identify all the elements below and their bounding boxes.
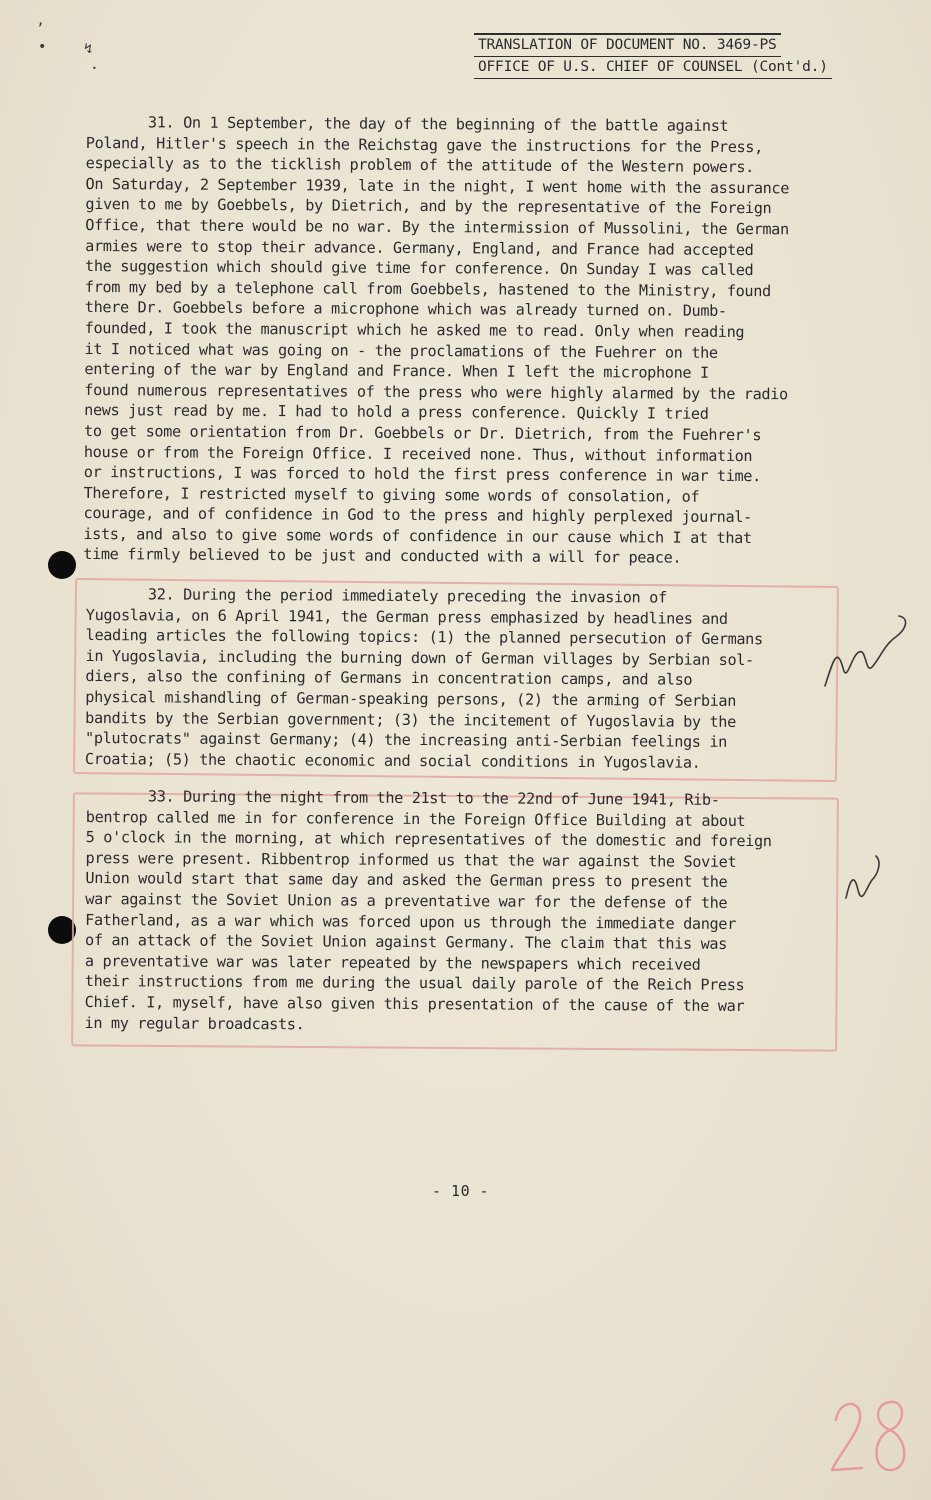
paragraph-33 (84, 786, 869, 1038)
paragraph-text: During the night from the 21st to the 22nd of June 1941, Rib- bentrop called me in for conference in the Foreign Office Building at about 5 o'clock in the morning, at which representatives of the domestic and foreign press were present. Ribbentrop informed us that the war against the Soviet Union would start that same day and asked the German press to present the war against the Soviet Union as a preventative war for the defense of the Fatherland, as a war which was forced upon us through the immediate danger of an attack of the Soviet Union against Germany. The claim that this was a preventative war was later repeated by the newspapers which received their instructions from me during the usual daily parole of the Reich Press Chief. I, myself, have also given this presentation of the cause of the war in my regular broadcasts. (84, 787, 772, 1033)
pencil-tick-mark-33 (840, 850, 900, 920)
paragraph-text: On 1 September, the day of the beginning of the battle against Poland, Hitler's speech in the Reichstag gave the instructions for the Press, especially as to the ticklish problem of the attitude of the Western powers. On Saturday, 2 September 1939, late in the night, I went home with the assurance given to me by Goebbels, by Dietrich, and by the representative of the Foreign Office, that there would be no war. By the intermission of Mussolini, the German armies were to stop their advance. Germany, England, and France had accepted the suggestion which should give time for conference. On Sunday I was called from my bed by a telephone call from Goebbels, hastened to the Ministry, found there Dr. Goebbels before a microphone which was already turned on. Dumb- founded, I took the manuscript which he asked me to read. Only when reading it I noticed what was going on - the proclamations of the Fuehrer on the entering of the war by England and France. When I left the microphone I found numerous representatives of the press who were highly alarmed by the radio news just read by me. I had to hold a press conference. Quickly I tried to get some orientation from Dr. Goebbels or Dr. Dietrich, from the Fuehrer's house or from the Foreign Office. I received none. Thus, without information or instructions, I was forced to hold the first press conference in war time. Therefore, I restricted myself to giving some words of consolation, of courage, and of confidence in God to the press and highly perplexed journal- ists, and also to give some words of confidence in our cause which I at that time firmly believed to be just and conducted with a will for peace. (83, 113, 790, 568)
punch-hole-upper (48, 551, 76, 579)
margin-mark-top-4: • (92, 64, 97, 73)
paragraph-32 (85, 584, 870, 774)
document-header (474, 33, 874, 79)
paragraph-number: 33. (147, 787, 175, 806)
paragraph-number: 32. (147, 585, 175, 604)
margin-mark-top: ʼ (36, 21, 45, 37)
pencil-tick-mark-32 (815, 606, 915, 696)
handwritten-page-stamp (828, 1390, 918, 1480)
margin-mark-top-3: ↯ (84, 41, 93, 57)
header-office: OFFICE OF U.S. CHIEF OF COUNSEL (Cont'd.) (474, 57, 832, 79)
page-number: - 10 - (432, 1182, 490, 1200)
paragraph-text: During the period immediately preceding the invasion of Yugoslavia, on 6 April 1941, the German press emphasized by headlines and leading articles the following topics: (1) the planned persecution of Germans in Yugoslavia, including the burning down of German villages by Serbian sol- diers, also the confining of Germans in concentration camps, and also physical mishandling of German-speaking persons, (2) the arming of Serbian bandits by the Serbian government; (3) the incitement of Yugoslavia by the "plutocrats" against Germany; (4) the increasing anti-Serbian feelings in Croatia; (5) the chaotic economic and social conditions in Yugoslavia. (84, 585, 763, 772)
header-title: TRANSLATION OF DOCUMENT NO. 3469-PS (474, 33, 781, 57)
paragraph-number: 31. (147, 113, 175, 132)
handwritten-number-28 (828, 1390, 918, 1480)
margin-mark-top-2: • (38, 39, 47, 55)
paragraph-31 (83, 112, 870, 570)
